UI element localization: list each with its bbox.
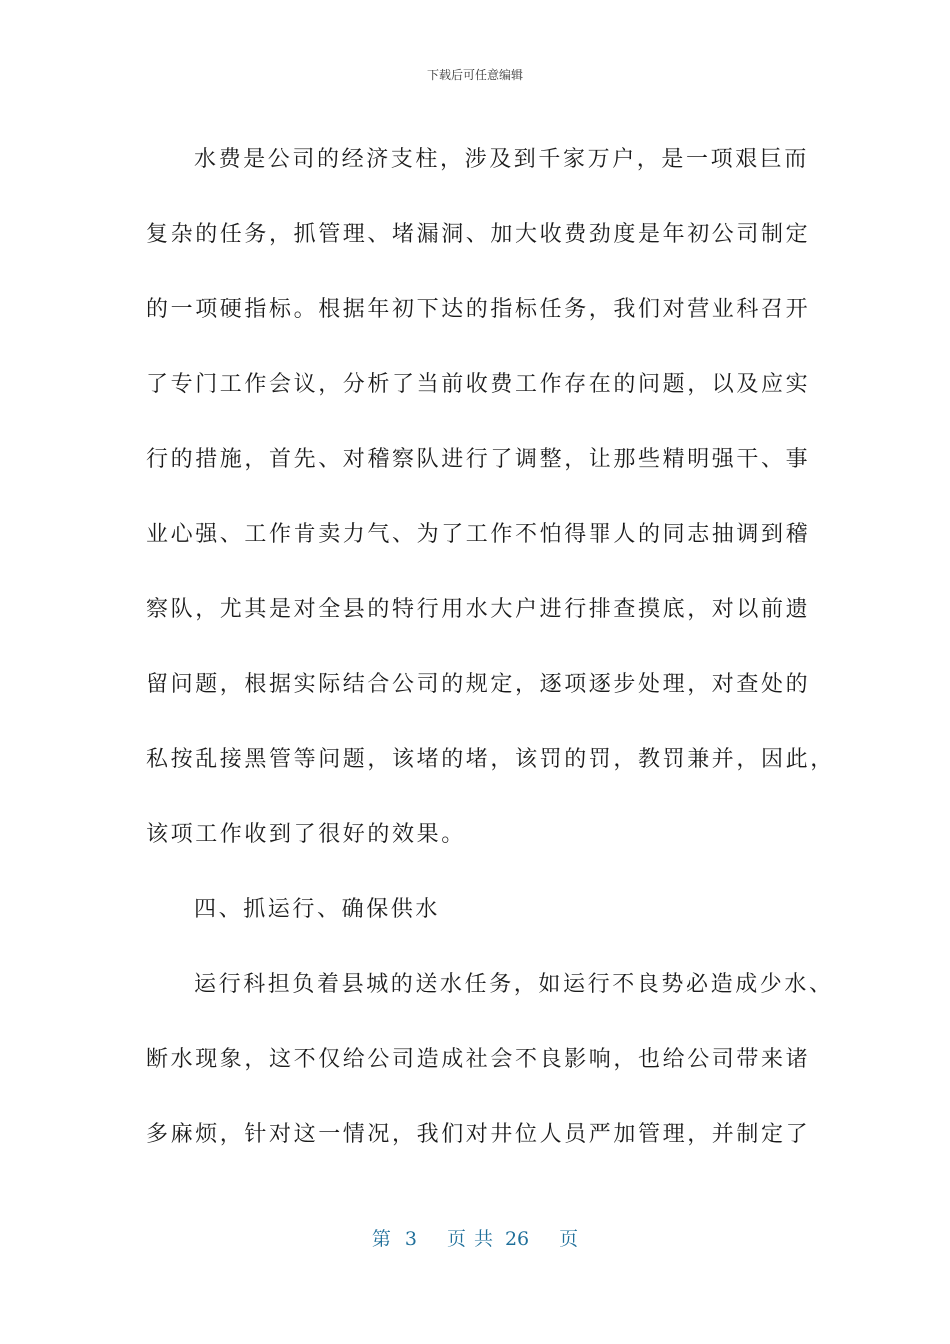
paragraph-line: 水费是公司的经济支柱，涉及到千家万户，是一项艰巨而	[194, 147, 810, 172]
paragraph-line: 该项工作收到了很好的效果。	[146, 822, 466, 847]
total-pages-number: 26	[504, 1228, 530, 1250]
paragraph-line: 运行科担负着县城的送水任务，如运行不良势必造成少水、	[194, 972, 834, 997]
paragraph-line: 业心强、工作肯卖力气、为了工作不怕得罪人的同志抽调到稽	[146, 522, 811, 547]
paragraph-line: 了专门工作会议，分析了当前收费工作存在的问题，以及应实	[146, 372, 811, 397]
page-footer	[0, 1226, 950, 1252]
paragraph-line: 的一项硬指标。根据年初下达的指标任务，我们对营业科召开	[146, 297, 811, 322]
current-page-number: 3	[404, 1228, 417, 1250]
paragraph-line: 多麻烦，针对这一情况，我们对井位人员严加管理，并制定了	[146, 1122, 811, 1147]
document-body	[146, 122, 835, 1172]
paragraph-line: 留问题，根据实际结合公司的规定，逐项逐步处理，对查处的	[146, 672, 811, 697]
paragraph-line: 复杂的任务，抓管理、堵漏洞、加大收费劲度是年初公司制定	[146, 222, 811, 247]
paragraph-line: 私按乱接黑管等问题，该堵的堵，该罚的罚，教罚兼并，因此，	[146, 747, 835, 772]
paragraph-line: 行的措施，首先、对稽察队进行了调整，让那些精明强干、事	[146, 447, 811, 472]
footer-total-suffix: 页	[559, 1228, 579, 1250]
footer-page-label: 第	[371, 1228, 391, 1250]
footer-total-label: 共	[473, 1228, 493, 1250]
paragraph-line: 察队，尤其是对全县的特行用水大户进行排查摸底，对以前遗	[146, 597, 811, 622]
section-heading: 四、抓运行、确保供水	[194, 897, 441, 922]
page-header-note: 下载后可任意编辑	[426, 68, 523, 82]
footer-page-suffix: 页	[446, 1228, 466, 1250]
paragraph-line: 断水现象，这不仅给公司造成社会不良影响，也给公司带来诸	[146, 1047, 811, 1072]
